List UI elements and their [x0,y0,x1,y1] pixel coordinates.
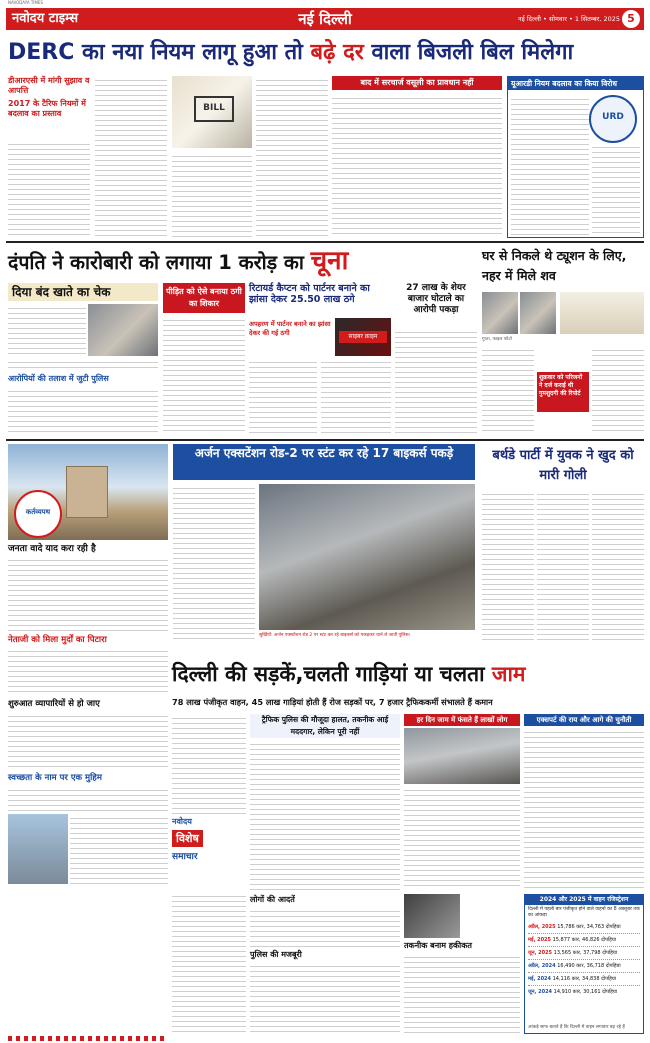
majboori-body [250,962,400,1034]
birthday-body-c [592,490,644,640]
traffic-box-c: एक्सपर्ट की राय और आगे की चुनौती [524,714,644,726]
lead-point-2: 2017 के टैरिफ नियमों में बदलाव का प्रस्ताव [8,99,86,118]
traffic-body-3 [404,786,520,890]
reg-row [528,921,640,934]
tuition-body-b [592,346,644,435]
kartavya-logo [14,490,62,538]
lead-headline-part3: वाला बिजली बिल मिलेगा [363,40,574,65]
india-gate-shape [66,466,108,518]
scam-headline-part1: दंपति ने कारोबारी को लगाया 1 करोड़ का [8,251,311,274]
top-strip: NAVODAYA TIMES [8,0,44,5]
reg-row [528,986,640,998]
reg-rows [525,921,643,998]
captain-headline: रिटायर्ड कैप्टन को पार्टनर बनाने का झांसा देकर 25.50 लाख ठगे [249,283,370,305]
cyber-photo [335,318,391,356]
lead-body-col3 [172,152,252,238]
scam-body-c [8,387,158,435]
arjan-caption: सुर्खियों: अर्जन एक्सटेंशन रोड 2 पर स्टंट कर रहे बाइकर्स को पकड़कर थाने ले जाती पुलिस। [259,633,411,638]
discom-badge: URD [602,112,624,122]
arjan-headline: अर्जन एक्सटेंशन रोड-2 पर स्टंट कर रहे 17 बाइकर्स पकड़े [194,446,454,460]
captain-body-b [321,358,391,435]
bill-photo-label: BILL [194,96,234,122]
dateline: नई दिल्ली • सोमवार • 1 सितम्बर, 2025 [517,15,620,23]
lead-point-1: डीआरएसी में मांगी सुझाव व आपत्ति [8,76,90,95]
visesh-badge [172,816,246,890]
kartavya-body-5 [70,814,168,884]
bottom-dots [8,1036,168,1041]
kartavya-h2: नेताजी को मिला मुर्दों का पिटारा [8,635,107,645]
traffic-box-b: हर दिन जाम में फंसते हैं लाखों लोग [404,714,520,726]
brand-logo: नवोदय टाइम्स [12,11,79,26]
scam-body-b [8,358,158,370]
police-box-title: पीड़ित को ऐसे बनाया ठगी का शिकार [163,283,245,313]
discom-box [507,76,644,238]
scam-photo-couple [88,304,158,356]
captain-point: अपहरण में पार्टनर बनाने का झांसा देकर की गई ठगी [249,320,331,337]
bikers-photo [259,484,475,630]
reg-year: जून, 2024 [528,989,553,995]
reg-val: 14,116 कार, 34,838 दोपहिया [552,976,617,982]
traffic-headline-part1: दिल्ली की सड़कें,चलती गाड़ियां या चलता [172,662,492,686]
reg-val: 13,565 कार, 37,798 दोपहिया [553,950,618,956]
aadate-body [250,907,400,947]
traffic-body-1b [172,892,246,1034]
discom-title: यूआरडी नियम बदलाव का किया विरोध [508,77,643,90]
kartavya-h1: जनता वादे याद करा रही है [8,544,96,554]
reg-year: अप्रैल, 2024 [528,963,556,969]
kartavya-label: कर्तव्यपथ [25,508,51,516]
lead-body-col1 [8,140,90,238]
divider-2 [6,439,644,441]
traffic-body-1 [172,714,246,814]
reg-val: 15,877 कार, 46,826 दोपहिया [552,937,617,943]
traffic-box-a: ट्रैफिक पुलिस की मौजूदा हालत, तकनीक आई मददगार, लेकिन पूरी नहीं [250,714,400,738]
aadate-title: लोगों की आदतें [250,895,295,904]
skyline-photo [8,814,68,884]
scam-headline [8,244,476,278]
visesh-line-b: विशेष [172,830,203,847]
reg-table [524,894,644,1034]
tech-body [404,953,520,1034]
scam-subhead: दिया बंद खाते का चेक [8,283,158,301]
captain-body-a [249,358,317,435]
phone-photo [404,894,460,938]
visesh-line-a: नवोदय [172,817,192,826]
divider-1 [6,241,644,243]
tuition-caption: गुप्ता, फाइल फोटो [482,337,512,342]
reg-title: 2024 और 2025 में वाहन रजिस्ट्रेशन [525,895,643,905]
tuition-photo-2 [520,292,556,334]
bill-photo [172,76,252,148]
arjan-body [173,484,255,640]
reg-intro: दिल्ली में पहली बार पंजीकृत होने वाले वाहनों का 8 अक्तूबर तक का आंकड़ा [528,907,640,918]
reg-row [528,973,640,986]
stock-headline: 27 लाख के शेयर बाजार घोटाले का आरोपी पकड़ा [406,283,466,315]
reg-year: जून, 2025 [528,950,553,956]
traffic-sub: 78 लाख पंजीकृत वाहन, 45 लाख गाड़ियां होती हैं रोज सड़कों पर, 7 हजार ट्रैफिककर्मी संभालते हैं कमान [172,697,493,707]
reg-year: मई, 2024 [528,976,552,982]
traffic-headline [172,656,644,692]
reg-row [528,960,640,973]
police-illustration [560,292,644,334]
birthday-body-b [537,490,589,640]
lead-headline-part1: DERC का नया नियम लागू हुआ तो [8,40,311,65]
page-number: 5 [622,10,640,28]
traffic-headline-accent: जाम [491,662,526,686]
lead-body-col4 [256,76,328,238]
traffic-body-4 [524,728,644,890]
police-box-body [163,316,245,435]
reg-val: 16,490 कार, 36,718 दोपहिया [557,963,621,969]
kartavya-body-3 [8,712,168,770]
discom-text2 [592,143,640,235]
city-label: नई दिल्ली [298,10,352,28]
reg-year: मई, 2025 [528,937,552,943]
discom-text [511,95,589,235]
lead-side-points [8,76,90,138]
majboori-title: पुलिस की मजबूरी [250,950,302,959]
kartavya-body-2 [8,647,168,695]
reg-year: अप्रैल, 2025 [528,924,556,930]
lead-body-col2 [95,76,167,238]
kartavya-body-4 [8,786,168,812]
lead-headline [8,36,574,70]
tuition-box: शुक्रवार को परिजनों ने दर्ज कराई थी गुमशुदगी की रिपोर्ट [537,372,589,412]
reg-row [528,934,640,947]
kartavya-h3: शुरुआत व्यापारियों से हो जाए [8,699,100,709]
scam-subhead-2: आरोपियों की तलाश में जुटी पुलिस [8,374,109,383]
reg-val: 14,910 कार, 30,161 दोपहिया [553,989,618,995]
scam-headline-accent: चूना [310,246,349,276]
lead-red-bar: बाद में सरचार्ज वसूली का प्रावधान नहीं [332,76,502,90]
lead-body-right [332,94,502,238]
visesh-line-c: समाचार [172,852,198,862]
kartavya-h4: स्वच्छता के नाम पर एक मुहिम [8,773,102,783]
tuition-headline: घर से निकले थे ट्यूशन के लिए, नहर में मिले शव [482,248,627,283]
kartavya-body-1 [8,556,168,632]
reg-val: 15,786 कार, 34,763 दोपहिया [557,924,621,930]
birthday-body-a [482,490,534,640]
scam-body-a [8,304,86,356]
reg-row [528,947,640,960]
traffic-body-2 [250,740,400,890]
birthday-headline: बर्थडे पार्टी में युवक ने खुद को मारी गोली [492,448,634,483]
lead-headline-accent: बढ़े दर [310,40,364,65]
reg-side-note: आंकड़े साफ बताते हैं कि दिल्ली में वाहन लगातार बढ़ रहे हैं [528,1025,625,1030]
discom-logo [589,95,637,143]
jam-photo [404,728,520,784]
tuition-photo-1 [482,292,518,334]
kartavya-photo [8,444,168,540]
tuition-body-a [482,346,534,435]
stock-body [395,328,477,435]
cyber-label: साइबर क्राइम [339,331,387,343]
tech-title: तकनीक बनाम हकीकत [404,941,472,950]
